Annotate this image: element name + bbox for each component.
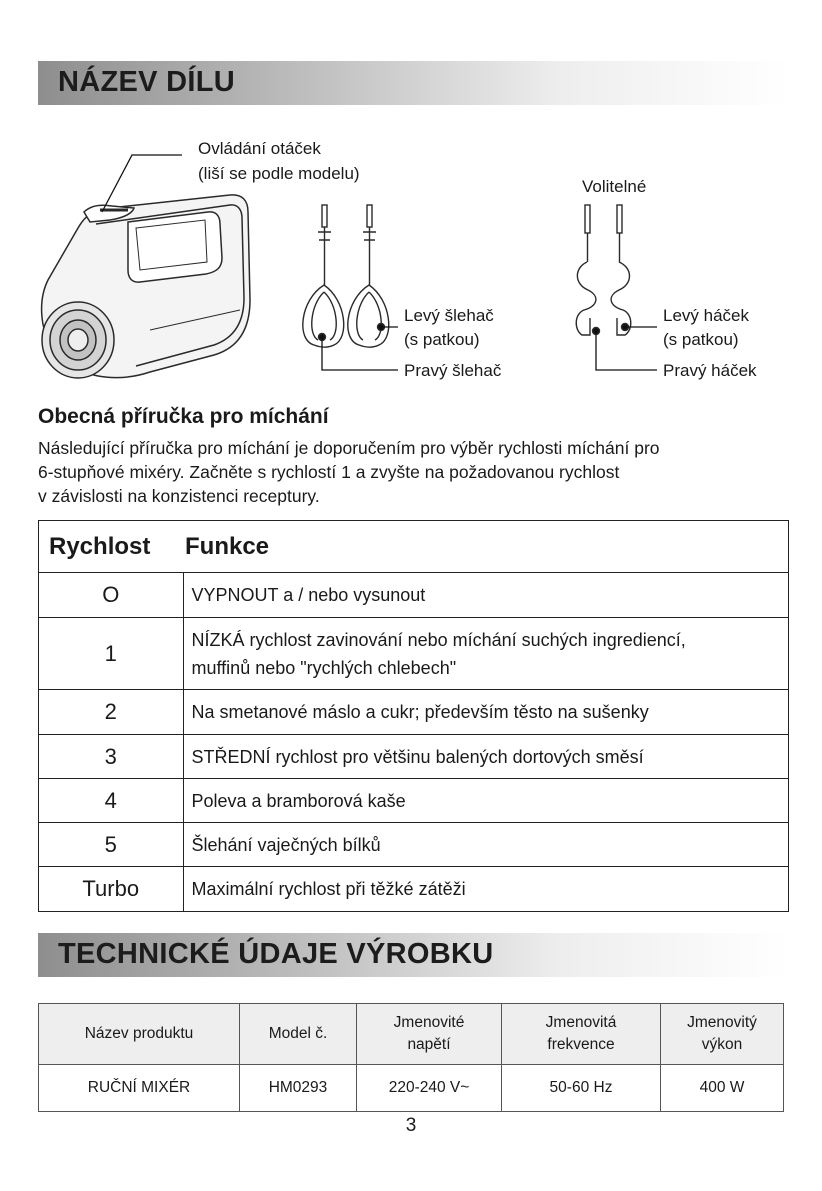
speed-control-note: (liší se podle modelu) — [198, 164, 360, 183]
function-text-cont: muffinů nebo "rychlých chlebech" — [191, 657, 457, 678]
header-text: Jmenovitý — [687, 1014, 757, 1031]
table-row — [39, 823, 789, 867]
tech-table-header — [39, 1004, 784, 1065]
left-hook-label: Levý háček — [663, 306, 749, 325]
function-text: Na smetanové máslo a cukr; především těsto na sušenky — [183, 690, 789, 735]
speed-value: 3 — [39, 735, 184, 779]
header-voltage — [357, 1004, 502, 1065]
table-row — [39, 1065, 784, 1112]
speed-table — [38, 520, 789, 912]
page-number: 3 — [405, 1115, 417, 1136]
header-text: Model č. — [268, 1025, 328, 1042]
table-row — [39, 867, 789, 912]
table-row — [39, 735, 789, 779]
function-column-header: Funkce — [183, 521, 789, 573]
table-row — [39, 690, 789, 735]
header-text: napětí — [407, 1036, 451, 1053]
beater-leaders — [322, 327, 398, 370]
header-power — [661, 1004, 784, 1065]
speed-value: Turbo — [39, 867, 184, 912]
speed-value: 1 — [39, 618, 184, 690]
speed-value: 2 — [39, 690, 184, 735]
right-beater-label: Pravý šlehač — [404, 361, 502, 380]
dough-hooks-drawing — [576, 205, 631, 335]
model-value: HM0293 — [240, 1065, 357, 1112]
mixing-guide-line: v závislosti na konzistenci receptury. — [38, 486, 320, 506]
header-model — [240, 1004, 357, 1065]
mixing-guide-line: 6-stupňové mixéry. Začněte s rychlostí 1 a zvyšte na požadovanou rychlost — [38, 462, 620, 482]
speed-column-header: Rychlost — [39, 521, 184, 573]
speed-control-label: Ovládání otáček — [198, 139, 321, 158]
tech-section-title: TECHNICKÉ ÚDAJE VÝROBKU — [58, 938, 494, 970]
function-text: STŘEDNÍ rychlost pro většinu balených dortových směsí — [183, 735, 789, 779]
left-hook-note: (s patkou) — [663, 330, 739, 349]
function-cell — [183, 618, 789, 690]
right-hook-label: Pravý háček — [663, 361, 757, 380]
function-text: Maximální rychlost při těžké zátěži — [183, 867, 789, 912]
frequency-value: 50-60 Hz — [502, 1065, 661, 1112]
tech-specs-table — [38, 1003, 784, 1112]
beaters-drawing — [303, 205, 389, 347]
mixing-guide-line: Následující příručka pro míchání je doporučením pro výběr rychlosti míchání pro — [38, 438, 660, 458]
left-beater-label: Levý šlehač — [404, 306, 494, 325]
mixing-guide-title: Obecná příručka pro míchání — [38, 405, 329, 428]
speed-table-header — [39, 521, 789, 573]
header-text: Jmenovité — [393, 1014, 465, 1031]
header-text: Jmenovitá — [545, 1014, 617, 1031]
tech-section-header — [38, 933, 788, 977]
header-text: frekvence — [547, 1036, 615, 1053]
header-text: Název produktu — [84, 1025, 194, 1042]
function-text: Poleva a bramborová kaše — [183, 779, 789, 823]
parts-section-title: NÁZEV DÍLU — [58, 66, 235, 98]
table-row — [39, 779, 789, 823]
speed-value: 5 — [39, 823, 184, 867]
hand-mixer-drawing — [42, 195, 250, 378]
header-product-name — [39, 1004, 240, 1065]
power-value: 400 W — [661, 1065, 784, 1112]
voltage-value: 220-240 V~ — [357, 1065, 502, 1112]
table-row — [39, 618, 789, 690]
left-beater-note: (s patkou) — [404, 330, 480, 349]
header-frequency — [502, 1004, 661, 1065]
speed-value: O — [39, 573, 184, 618]
function-text: VYPNOUT a / nebo vysunout — [183, 573, 789, 618]
speed-value: 4 — [39, 779, 184, 823]
function-text: NÍZKÁ rychlost zavinování nebo míchání suchých ingrediencí, — [191, 629, 686, 650]
function-text: Šlehání vaječných bílků — [183, 823, 789, 867]
header-text: výkon — [701, 1036, 743, 1053]
table-row — [39, 573, 789, 618]
optional-label: Volitelné — [582, 177, 647, 196]
product-name-value: RUČNÍ MIXÉR — [39, 1065, 240, 1112]
